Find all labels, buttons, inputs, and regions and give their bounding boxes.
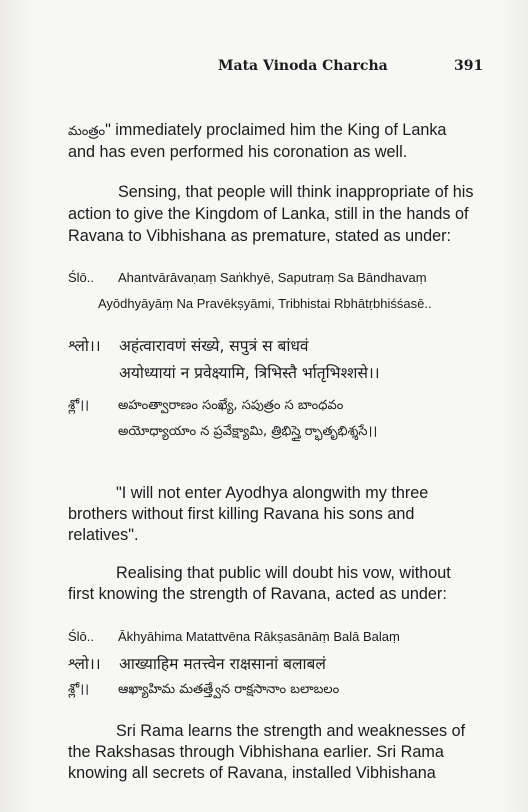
paragraph-line: Sensing, that people will think inappropriate of his — [118, 183, 474, 201]
sloka-transliteration-line: Ākhyāhima Matattvēna Rākṣasānāṃ Balā Balaṃ — [118, 629, 400, 644]
devanagari-line: अयोध्यायां न प्रवेक्ष्यामि, त्रिभिस्तै र्भातृभिश्शसे।। — [119, 364, 380, 382]
devanagari-line: आख्याहिम मतत्त्वेन राक्षसानां बलाबलं — [119, 655, 326, 673]
sloka-label: Ślō.. — [68, 629, 95, 644]
paragraph-line: and has even performed his coronation as well. — [68, 143, 408, 161]
running-title: Mata Vinoda Charcha — [218, 58, 388, 74]
paragraph-line: Ravana to Vibhishana as premature, stated as under: — [68, 227, 452, 245]
telugu-word: మంత్రం — [68, 124, 106, 139]
page-number: 391 — [454, 58, 484, 74]
sloka-label: Ślō.. — [68, 270, 95, 285]
paragraph-line: knowing all secrets of Ravana, installed Vibhishana — [68, 764, 436, 782]
paragraph-line: first knowing the strength of Ravana, acted as under: — [68, 585, 447, 603]
paragraph-line: relatives". — [68, 526, 139, 544]
devanagari-line: अहंत्वारावणं संख्ये, सपुत्रं स बांधवं — [119, 337, 309, 355]
sloka-transliteration-line: Ahantvārāvaṇaṃ Saṅkhyē, Saputraṃ Sa Bāndhavaṃ — [118, 270, 427, 285]
paragraph-line — [68, 120, 488, 142]
telugu-line: అయోధ్యాయాం న ప్రవేక్ష్యామి, త్రిభిస్తై ర్భాతృభిశ్శసే।। — [118, 424, 378, 439]
paragraph-line: "I will not enter Ayodhya alongwith my three — [116, 484, 429, 502]
telugu-label: శ్లో।। — [68, 398, 90, 413]
paragraph-line: brothers without first killing Ravana his sons and — [68, 505, 415, 523]
telugu-line: ఆఖ్యాహిమ మతత్త్వేన రాక్షసానాం బలాబలం — [118, 682, 340, 697]
paragraph-text: " immediately proclaimed him the King of Lanka — [105, 121, 447, 139]
devanagari-label: श्लो।। — [68, 337, 101, 355]
sloka-transliteration-line: Ayōdhyāyāṃ Na Pravēkṣyāmi, Tribhistai Rbhātṛbhiśśasē.. — [98, 296, 432, 311]
telugu-label: శ్లో।। — [68, 682, 90, 697]
telugu-line: అహంత్వారాణం సంఖ్యే, సపుత్రం స బాంధవం — [118, 398, 344, 413]
paragraph-line: action to give the Kingdom of Lanka, still in the hands of — [68, 205, 469, 223]
paragraph-line: the Rakshasas through Vibhishana earlier. Sri Rama — [68, 743, 444, 761]
paragraph-line: Realising that public will doubt his vow, without — [116, 564, 451, 582]
devanagari-label: श्लो।। — [68, 655, 101, 673]
paragraph-line: Sri Rama learns the strength and weaknesses of — [116, 722, 466, 740]
